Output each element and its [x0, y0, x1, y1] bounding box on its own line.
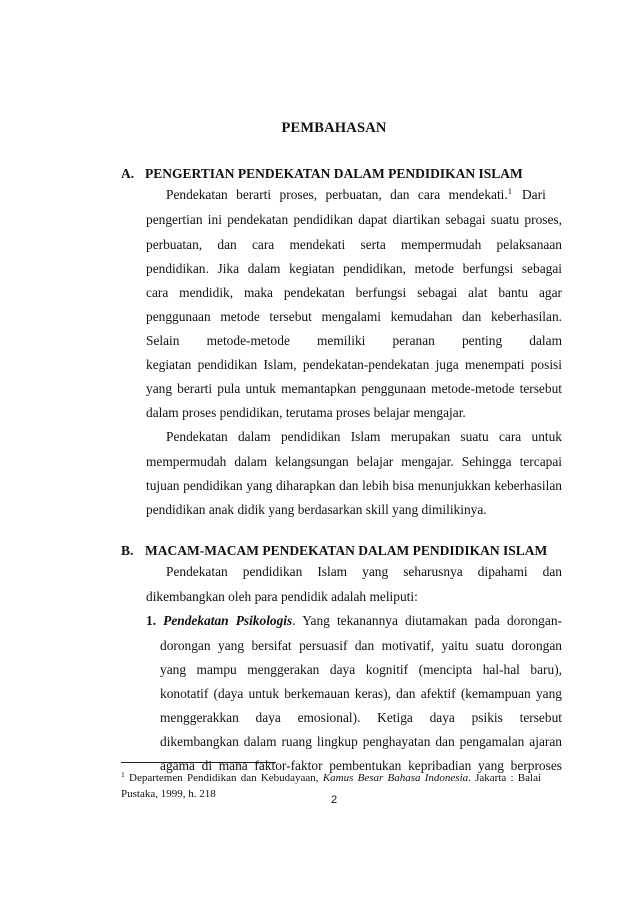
footnote-book-title: Kamus Besar Bahasa Indonesia: [322, 772, 469, 784]
footnote-divider: [121, 762, 276, 763]
item1-line-3: yang mampu menggerakan daya kognitif (mencipta hal-hal baru),: [160, 662, 562, 677]
footnote-line-2: Pustaka, 1999, h. 218: [121, 788, 216, 800]
footnote-number: 1: [121, 770, 125, 779]
item1-line-4: konotatif (daya untuk berkemauan keras), dan afektif (kemampuan yang: [160, 686, 562, 701]
item1-line-7: agama di mana faktor-faktor pembentukan kepribadian yang berproses: [160, 758, 562, 773]
section-a-line-5: cara mendidik, maka pendekatan berfungsi sebagai alat bantu agar: [146, 285, 562, 300]
section-a-line-4: pendidikan. Jika dalam kegiatan pendidikan, metode berfungsi sebagai: [146, 261, 562, 276]
section-a-line-7: Selain metode-metode memiliki peranan penting dalam: [146, 333, 562, 348]
item1-line-2: dorongan yang bersifat persuasif dan motivatif, yaitu suatu dorongan: [160, 638, 562, 653]
section-b-label: B.: [121, 543, 134, 558]
section-a-line-10: dalam proses pendidikan, terutama proses belajar mengajar.: [146, 405, 466, 420]
section-b-line-2: dikembangkan oleh para pendidik adalah meliputi:: [146, 589, 418, 604]
section-a-line-2: pengertian ini pendekatan pendidikan dapat diartikan sebagai suatu proses,: [146, 212, 562, 227]
section-b-line-1: Pendekatan pendidikan Islam yang seharusnya dipahami dan: [166, 564, 562, 579]
section-a-line-1: Pendekatan berarti proses, perbuatan, dan cara mendekati.$^1$: [166, 186, 512, 202]
section-a-line-12: mempermudah dalam kelangsungan belajar mengajar. Sehingga tercapai: [146, 454, 562, 469]
section-a-line-3: perbuatan, dan cara mendekati serta mempermudah pelaksanaan: [146, 237, 562, 252]
section-a-line-1b: Dari: [522, 187, 546, 202]
section-b-title: MACAM-MACAM PENDEKATAN DALAM PENDIDIKAN ISLAM: [145, 543, 548, 558]
list-item-term: Pendekatan Psikologis: [163, 613, 293, 628]
section-a-line-8: kegiatan pendidikan Islam, pendekatan-pendekatan juga menempati posisi: [146, 357, 562, 372]
footnote-ref: 1: [507, 186, 512, 196]
section-a-line-14: pendidikan anak didik yang berdasarkan skill yang dimilikinya.: [146, 502, 487, 517]
section-a-line-9: yang berarti pula untuk memantapkan penggunaan metode-metode tersebut: [146, 381, 562, 396]
item1-line-5: menggerakkan daya emosional). Ketiga daya psikis tersebut: [160, 710, 562, 725]
item1-line-6: dikembangkan dalam ruang lingkup penghayatan dan pengamalan ajaran: [160, 734, 562, 749]
list-item-psikologis: 1. Pendekatan Psikologis. Yang tekanannya diutamakan pada dorongan-: [146, 613, 562, 628]
section-a-title: PENGERTIAN PENDEKATAN DALAM PENDIDIKAN ISLAM: [145, 166, 523, 181]
section-a-line-13: tujuan pendidikan yang diharapkan dan lebih bisa menunjukkan keberhasilan: [146, 478, 562, 493]
page-number: 2: [330, 794, 338, 806]
list-item-number: 1.: [146, 613, 157, 628]
section-a-line-11: Pendekatan dalam pendidikan Islam merupakan suatu cara untuk: [166, 429, 562, 444]
section-a-label: A.: [121, 166, 135, 181]
section-a-line-6: penggunaan metode tersebut mengalami kemudahan dan keberhasilan.: [146, 309, 562, 324]
section-b-heading: [121, 543, 547, 559]
footnote-line-1: $^1$ Departemen Pendidikan dan Kebudayaan, Kamus Besar Bahasa Indonesia. Jakarta : Balai: [121, 770, 541, 784]
page-title: PEMBAHASAN: [281, 120, 387, 136]
section-a-heading: [121, 166, 523, 182]
